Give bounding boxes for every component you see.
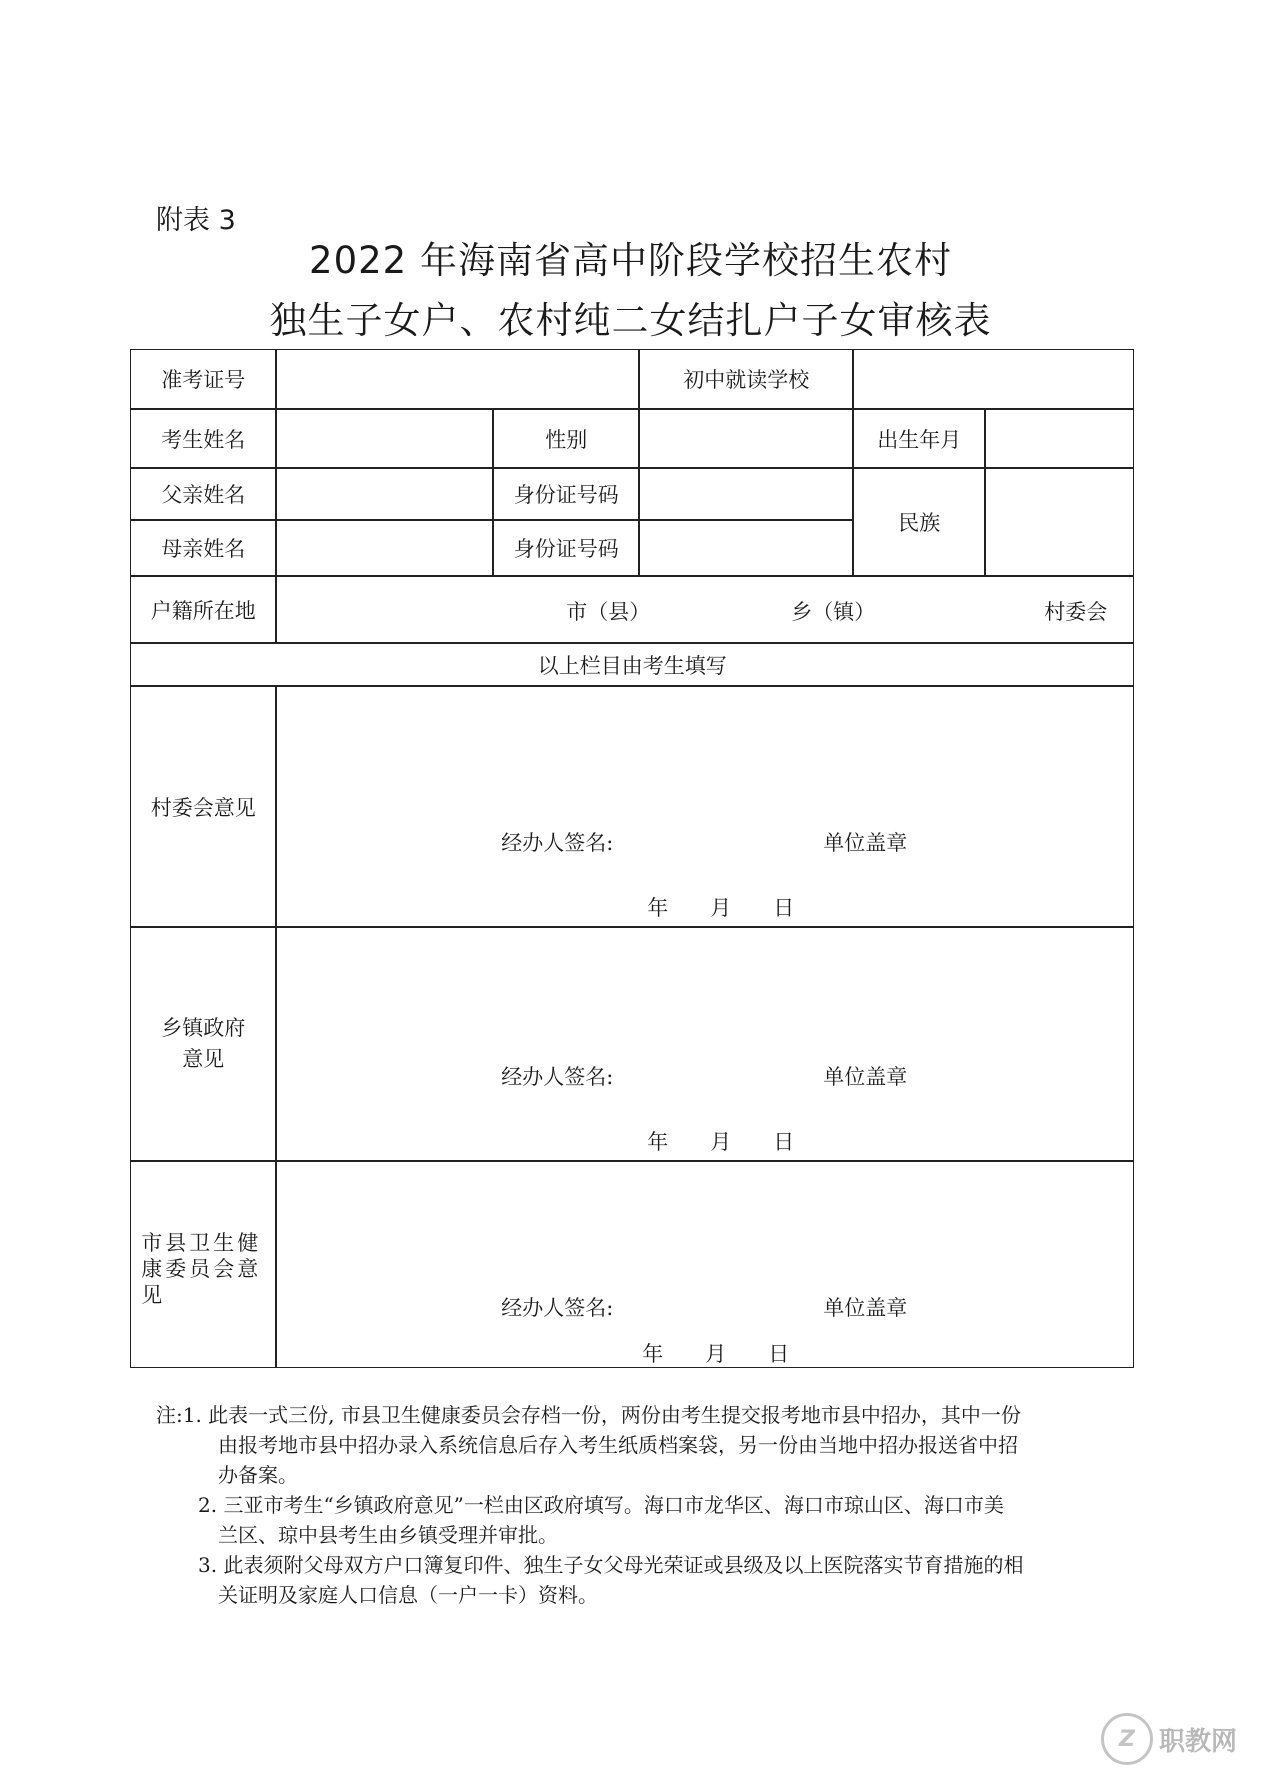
household-field[interactable] — [276, 576, 1134, 643]
gender-field[interactable] — [639, 409, 853, 468]
father-name-label: 父亲姓名 — [130, 468, 276, 520]
watermark-logo-icon: Z — [1101, 1713, 1153, 1765]
township-label: 乡（镇） — [791, 600, 876, 625]
village-signer-label: 经办人签名: — [501, 831, 614, 856]
note-3-line2: 关证明及家庭人口信息（一户一卡）资料。 — [218, 1583, 598, 1607]
document-title-line2: 独生子女户、农村纯二女结扎户子女审核表 — [269, 299, 992, 342]
site-watermark — [1101, 1713, 1237, 1765]
note-2-line2: 兰区、琼中县考生由乡镇受理并审批。 — [218, 1523, 558, 1547]
exam-no-field[interactable] — [276, 349, 639, 409]
filled-by-student-note: 以上栏目由考生填写 — [130, 643, 1134, 686]
father-id-label: 身份证号码 — [493, 468, 639, 520]
village-date-label: 年 月 日 — [647, 896, 795, 921]
health-opinion-line3: 见 — [141, 1283, 166, 1308]
township-opinion-line2: 意见 — [182, 1047, 225, 1072]
village-opinion-field[interactable] — [276, 686, 1134, 927]
birth-label: 出生年月 — [853, 409, 985, 468]
father-name-field[interactable] — [276, 468, 493, 520]
mother-name-label: 母亲姓名 — [130, 520, 276, 576]
review-form-table — [131, 350, 1135, 1369]
note-3-line1: 3. 此表须附父母双方户口簿复印件、独生子女父母光荣证或县级及以上医院落实节育措施的相 — [198, 1553, 1024, 1577]
mother-id-label: 身份证号码 — [493, 520, 639, 576]
township-opinion-field[interactable] — [276, 927, 1134, 1161]
document-title-line1: 2022 年海南省高中阶段学校招生农村 — [309, 239, 952, 282]
note-2-line1: 2. 三亚市考生“乡镇政府意见”一栏由区政府填写。海口市龙华区、海口市琼山区、海口市美 — [198, 1493, 1004, 1517]
village-opinion-label: 村委会意见 — [130, 686, 276, 927]
note-1-line3: 办备案。 — [218, 1463, 298, 1487]
township-opinion-line1: 乡镇政府 — [161, 1016, 246, 1041]
village-stamp-label: 单位盖章 — [823, 831, 908, 856]
township-signer-label: 经办人签名: — [501, 1065, 614, 1090]
attachment-label: 附表 3 — [156, 205, 236, 236]
mother-name-field[interactable] — [276, 520, 493, 576]
health-opinion-line2: 康委员会意 — [141, 1257, 262, 1282]
health-commission-opinion-label — [130, 1161, 276, 1368]
note-1-line2: 由报考地市县中招办录入系统信息后存入考生纸质档案袋，另一份由当地中招办报送省中招 — [218, 1433, 1018, 1457]
ethnicity-field[interactable] — [985, 468, 1134, 576]
health-opinion-line1: 市县卫生健 — [141, 1231, 262, 1256]
birth-field[interactable] — [985, 409, 1134, 468]
health-signer-label: 经办人签名: — [501, 1296, 614, 1321]
gender-label: 性别 — [493, 409, 639, 468]
village-committee-label: 村委会 — [1044, 600, 1108, 625]
student-name-field[interactable] — [276, 409, 493, 468]
middle-school-field[interactable] — [853, 349, 1134, 409]
father-id-field[interactable] — [639, 468, 853, 520]
middle-school-label: 初中就读学校 — [639, 349, 853, 409]
township-opinion-label — [130, 927, 276, 1161]
ethnicity-label: 民族 — [853, 468, 985, 576]
notes-section — [156, 1400, 1116, 1610]
township-stamp-label: 单位盖章 — [823, 1065, 908, 1090]
city-county-label: 市（县） — [566, 600, 651, 625]
mother-id-field[interactable] — [639, 520, 853, 576]
health-stamp-label: 单位盖章 — [823, 1296, 908, 1321]
exam-no-label: 准考证号 — [130, 349, 276, 409]
note-1-line1: 注:1. 此表一式三份, 市县卫生健康委员会存档一份，两份由考生提交报考地市县中招办，其中一份 — [156, 1403, 1021, 1427]
household-label: 户籍所在地 — [130, 576, 276, 643]
health-date-label: 年 月 日 — [642, 1342, 790, 1367]
watermark-text: 职教网 — [1158, 1726, 1237, 1757]
health-commission-opinion-field[interactable] — [276, 1161, 1134, 1368]
student-name-label: 考生姓名 — [130, 409, 276, 468]
township-date-label: 年 月 日 — [647, 1130, 795, 1155]
